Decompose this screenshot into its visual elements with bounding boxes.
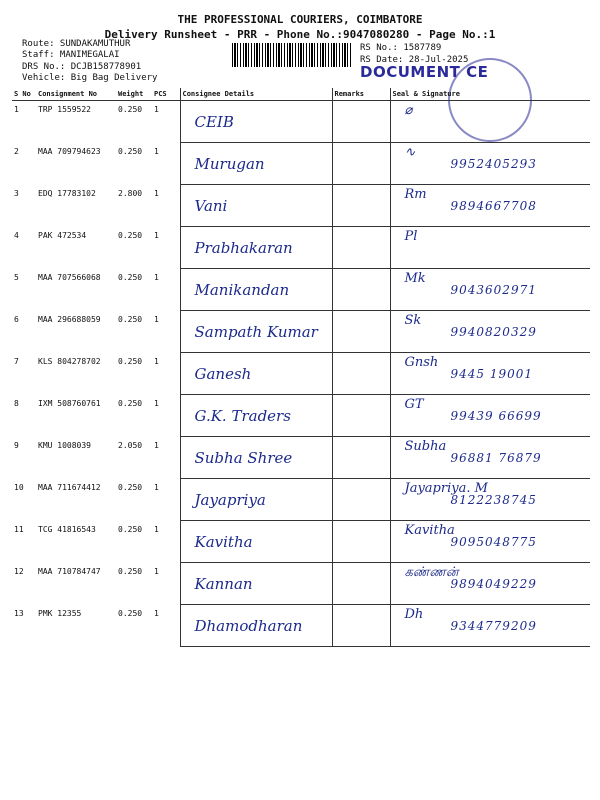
recipient-phone: 9095048775: [450, 535, 537, 549]
consignment-number: MAA 709794623: [38, 146, 101, 156]
remarks-cell: [332, 563, 390, 605]
row-sno: 7: [14, 356, 19, 366]
consignee-name: Kavitha: [194, 533, 253, 551]
signature-cell: [390, 185, 590, 227]
col-header-consignment: Consignment No: [36, 88, 116, 101]
consignee-name: Ganesh: [194, 365, 252, 383]
table-row: [12, 311, 590, 353]
consignee-cell: [180, 101, 332, 143]
col-header-consignee: Consignee Details: [180, 88, 332, 101]
consignee-name: Prabhakaran: [194, 239, 293, 257]
consignee-name: G.K. Traders: [194, 407, 291, 425]
consignment-number: MAA 707566068: [38, 272, 101, 282]
signature-cell: [390, 101, 590, 143]
signature-mark: GT: [404, 397, 424, 412]
row-sno: 6: [14, 314, 19, 324]
vehicle-label: Vehicle: Big Bag Delivery: [22, 73, 158, 83]
consignment-number: TCG 41816543: [38, 524, 96, 534]
runsheet-subtitle: Delivery Runsheet - PRR - Phone No.:9047080280 - Page No.:1: [104, 28, 496, 41]
col-header-remarks: Remarks: [332, 88, 390, 101]
consignment-number: PAK 472534: [38, 230, 87, 240]
pcs-value: 1: [154, 566, 159, 576]
signature-mark: ∿: [404, 145, 416, 160]
runsheet-table: [12, 88, 590, 647]
table-row: [12, 605, 590, 647]
remarks-cell: [332, 143, 390, 185]
consignee-cell: [180, 479, 332, 521]
consignee-cell: [180, 563, 332, 605]
signature-mark: Gnsh: [404, 355, 439, 370]
signature-cell: [390, 227, 590, 269]
consignee-name: Dhamodharan: [194, 617, 303, 635]
staff-label: Staff: MANIMEGALAI: [22, 50, 120, 60]
table-row: [12, 521, 590, 563]
recipient-phone: 8122238745: [450, 493, 537, 507]
route-label: Route: SUNDAKAMUTHUR: [22, 39, 131, 49]
col-header-pcs: PCS: [152, 88, 180, 101]
signature-mark: Pl: [404, 229, 418, 244]
pcs-value: 1: [154, 105, 159, 114]
weight-value: 0.250: [118, 482, 143, 492]
signature-mark: Rm: [404, 187, 427, 202]
row-sno: 4: [14, 230, 19, 240]
pcs-value: 1: [154, 440, 159, 450]
col-header-weight: Weight: [116, 88, 152, 101]
consignee-cell: [180, 227, 332, 269]
weight-value: 0.250: [118, 272, 143, 282]
remarks-cell: [332, 227, 390, 269]
signature-cell: [390, 437, 590, 479]
recipient-phone: 96881 76879: [450, 451, 542, 465]
row-sno: 2: [14, 146, 19, 156]
row-sno: 8: [14, 398, 19, 408]
row-sno: 9: [14, 440, 19, 450]
recipient-phone: 9952405293: [450, 157, 537, 171]
table-row: [12, 563, 590, 605]
signature-cell: [390, 563, 590, 605]
pcs-value: 1: [154, 524, 159, 534]
weight-value: 2.800: [118, 188, 143, 198]
remarks-cell: [332, 101, 390, 143]
remarks-cell: [332, 185, 390, 227]
signature-cell: [390, 269, 590, 311]
recipient-phone: 9940820329: [450, 325, 537, 339]
remarks-cell: [332, 311, 390, 353]
pcs-value: 1: [154, 398, 159, 408]
weight-value: 2.050: [118, 440, 143, 450]
table-header-row: [12, 88, 590, 101]
pcs-value: 1: [154, 272, 159, 282]
weight-value: 0.250: [118, 146, 143, 156]
remarks-cell: [332, 353, 390, 395]
rs-number: RS No.: 1587789: [360, 43, 442, 53]
table-row: [12, 101, 590, 143]
consignee-name: Jayapriya: [194, 491, 266, 509]
table-row: [12, 437, 590, 479]
row-sno: 13: [14, 608, 24, 618]
signature-mark: Jayapriya. M: [404, 481, 488, 496]
consignee-cell: [180, 437, 332, 479]
pcs-value: 1: [154, 482, 159, 492]
drs-number: DRS No.: DCJB158778901: [22, 62, 142, 72]
consignment-number: PMK 12355: [38, 608, 82, 618]
pcs-value: 1: [154, 356, 159, 366]
row-sno: 5: [14, 272, 19, 282]
consignee-cell: [180, 395, 332, 437]
pcs-value: 1: [154, 608, 159, 618]
signature-cell: [390, 605, 590, 647]
consignee-name: Sampath Kumar: [194, 323, 318, 341]
row-sno: 10: [14, 482, 24, 492]
signature-cell: [390, 395, 590, 437]
signature-mark: கண்ணன்: [404, 565, 459, 580]
consignment-number: EDQ 17783102: [38, 188, 96, 198]
remarks-cell: [332, 479, 390, 521]
barcode-image: [232, 43, 352, 67]
remarks-cell: [332, 395, 390, 437]
table-row: [12, 227, 590, 269]
pcs-value: 1: [154, 146, 159, 156]
consignee-cell: [180, 605, 332, 647]
signature-mark: Sk: [404, 313, 422, 328]
consignee-name: Vani: [194, 197, 228, 215]
table-row: [12, 353, 590, 395]
weight-value: 0.250: [118, 398, 143, 408]
signature-mark: Dh: [404, 607, 424, 622]
col-header-seal: Seal & Signature: [390, 88, 590, 101]
table-row: [12, 143, 590, 185]
table-row: [12, 395, 590, 437]
signature-cell: [390, 311, 590, 353]
consignee-name: Kannan: [194, 575, 253, 593]
pcs-value: 1: [154, 230, 159, 240]
table-row: [12, 185, 590, 227]
consignment-number: IXM 508760761: [38, 398, 101, 408]
remarks-cell: [332, 269, 390, 311]
recipient-phone: 99439 66699: [450, 409, 542, 423]
consignment-number: MAA 711674412: [38, 482, 101, 492]
consignee-name: Subha Shree: [194, 449, 293, 467]
document-stamp: DOCUMENT CE: [360, 63, 489, 81]
consignment-number: MAA 296688059: [38, 314, 101, 324]
consignee-name: CEIB: [194, 113, 234, 131]
consignee-cell: [180, 269, 332, 311]
signature-mark: Kavitha: [404, 523, 455, 538]
consignee-name: Manikandan: [194, 281, 290, 299]
remarks-cell: [332, 437, 390, 479]
signature-cell: [390, 353, 590, 395]
signature-cell: [390, 143, 590, 185]
weight-value: 0.250: [118, 356, 143, 366]
pcs-value: 1: [154, 314, 159, 324]
signature-mark: Mk: [404, 271, 426, 286]
consignment-number: KLS 804278702: [38, 356, 101, 366]
row-sno: 3: [14, 188, 19, 198]
consignment-number: MAA 710784747: [38, 566, 101, 576]
remarks-cell: [332, 521, 390, 563]
consignee-cell: [180, 311, 332, 353]
consignee-cell: [180, 521, 332, 563]
consignment-number: TRP 1559522: [38, 105, 91, 114]
signature-cell: [390, 521, 590, 563]
recipient-phone: 9344779209: [450, 619, 537, 633]
recipient-phone: 9894667708: [450, 199, 537, 213]
signature-cell: [390, 479, 590, 521]
consignee-cell: [180, 143, 332, 185]
weight-value: 0.250: [118, 105, 143, 114]
recipient-phone: 9043602971: [450, 283, 537, 297]
recipient-phone: 9894049229: [450, 577, 537, 591]
company-title: THE PROFESSIONAL COURIERS, COIMBATORE: [177, 13, 423, 26]
rs-date: RS Date: 28-Jul-2025: [360, 55, 469, 65]
consignment-number: KMU 1008039: [38, 440, 91, 450]
pcs-value: 1: [154, 188, 159, 198]
table-row: [12, 479, 590, 521]
row-sno: 12: [14, 566, 24, 576]
weight-value: 0.250: [118, 608, 143, 618]
signature-mark: Subha: [404, 439, 447, 454]
consignee-cell: [180, 185, 332, 227]
row-sno: 1: [14, 105, 19, 114]
weight-value: 0.250: [118, 566, 143, 576]
weight-value: 0.250: [118, 524, 143, 534]
consignee-cell: [180, 353, 332, 395]
remarks-cell: [332, 605, 390, 647]
consignee-name: Murugan: [194, 155, 265, 173]
recipient-phone: 9445 19001: [450, 367, 534, 381]
weight-value: 0.250: [118, 230, 143, 240]
table-row: [12, 269, 590, 311]
weight-value: 0.250: [118, 314, 143, 324]
row-sno: 11: [14, 524, 24, 534]
col-header-sno: S No: [12, 88, 36, 101]
signature-mark: ⌀: [404, 103, 413, 118]
